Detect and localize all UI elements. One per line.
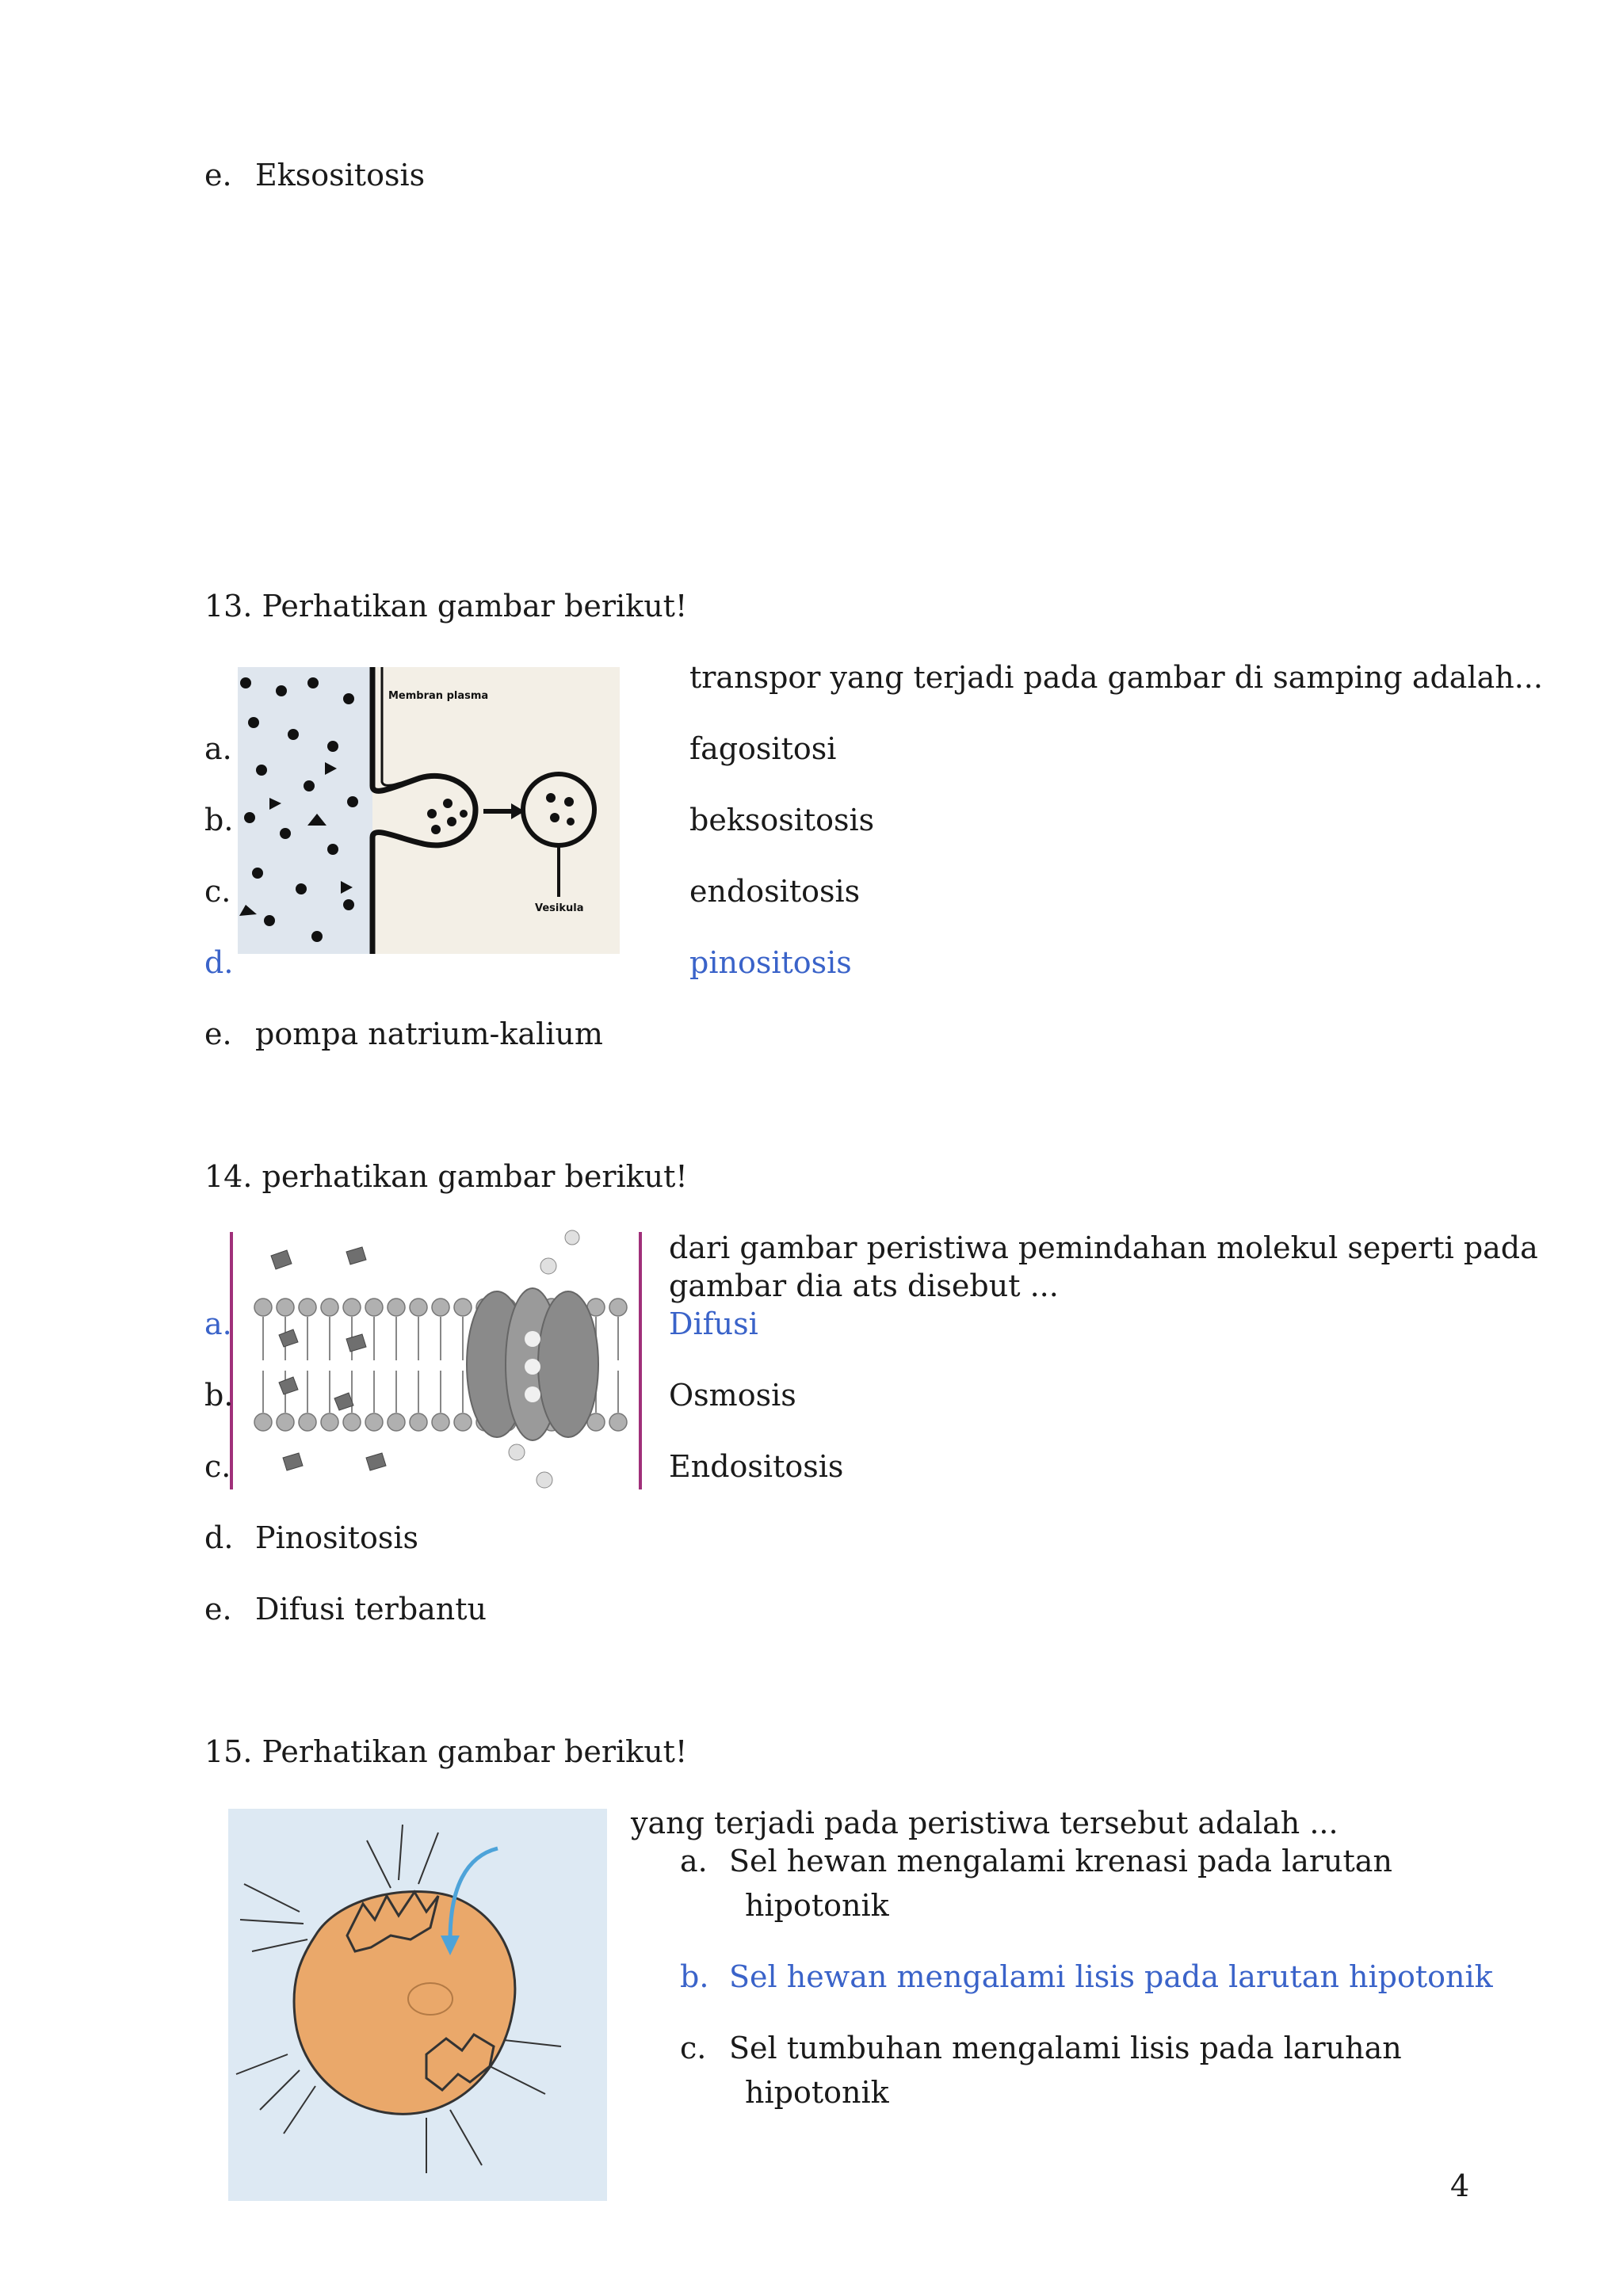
q15-option-a-line1: Sel hewan mengalami krenasi pada larutan [729, 1844, 1392, 1878]
q14-right-border [639, 1232, 642, 1489]
q13-title: 13. Perhatikan gambar berikut! [204, 589, 688, 624]
q14-membrane-figure [247, 1228, 634, 1503]
q12-option-e-text: Eksositosis [255, 158, 426, 193]
q15-cell-lysis-figure [228, 1809, 607, 2210]
q15-option-c-line1: Sel tumbuhan mengalami lisis pada laruhan [729, 2031, 1402, 2065]
q15-option-b-text: Sel hewan mengalami lisis pada larutan hipotonik [729, 1959, 1493, 1994]
q15-option-c-line2: hipotonik [745, 2075, 889, 2110]
q14-question-line1: dari gambar peristiwa pemindahan molekul seperti pada [669, 1230, 1538, 1265]
q13-option-a-text: fagositosi [689, 731, 837, 766]
q15-question: yang terjadi pada peristiwa tersebut adalah ... [631, 1806, 1338, 1840]
page-number: 4 [1450, 2168, 1470, 2203]
q13-pinocytosis-figure [238, 667, 620, 963]
q14-title: 14. perhatikan gambar berikut! [204, 1159, 688, 1194]
q13-membrane-label: Membran plasma [388, 690, 489, 702]
q12-option-e-letter: e. [204, 158, 232, 193]
q14-option-d-letter: d. [204, 1520, 234, 1555]
q13-option-d-letter: d. [204, 945, 234, 980]
q14-option-d-text: Pinositosis [255, 1520, 419, 1555]
q13-option-d-text: pinositosis [689, 945, 852, 980]
q13-option-b-text: beksositosis [689, 803, 875, 837]
q13-option-c-text: endositosis [689, 874, 861, 909]
q13-option-e-letter: e. [204, 1016, 232, 1051]
q14-option-e-letter: e. [204, 1592, 232, 1627]
q15-option-b-letter: b. [680, 1959, 709, 1994]
q14-option-b-letter: b. [204, 1378, 234, 1413]
q14-option-a-letter: a. [204, 1306, 232, 1341]
q13-question: transpor yang terjadi pada gambar di samping adalah... [689, 660, 1543, 695]
q14-option-c-text: Endositosis [669, 1449, 844, 1484]
q13-option-a-letter: a. [204, 731, 232, 766]
q13-option-c-letter: c. [204, 874, 231, 909]
q14-option-c-letter: c. [204, 1449, 231, 1484]
q13-option-b-letter: b. [204, 803, 234, 837]
q14-option-e-text: Difusi terbantu [255, 1592, 487, 1627]
q14-question-line2: gambar dia ats disebut ... [669, 1268, 1059, 1303]
q15-option-c-letter: c. [680, 2031, 707, 2065]
q14-option-b-text: Osmosis [669, 1378, 796, 1413]
q13-option-e-text: pompa natrium-kalium [255, 1016, 603, 1051]
q15-title: 15. Perhatikan gambar berikut! [204, 1734, 688, 1769]
q15-option-a-letter: a. [680, 1844, 708, 1878]
q14-option-a-text: Difusi [669, 1306, 758, 1341]
q15-option-a-line2: hipotonik [745, 1888, 889, 1923]
q13-vesicle-label: Vesikula [535, 902, 584, 914]
